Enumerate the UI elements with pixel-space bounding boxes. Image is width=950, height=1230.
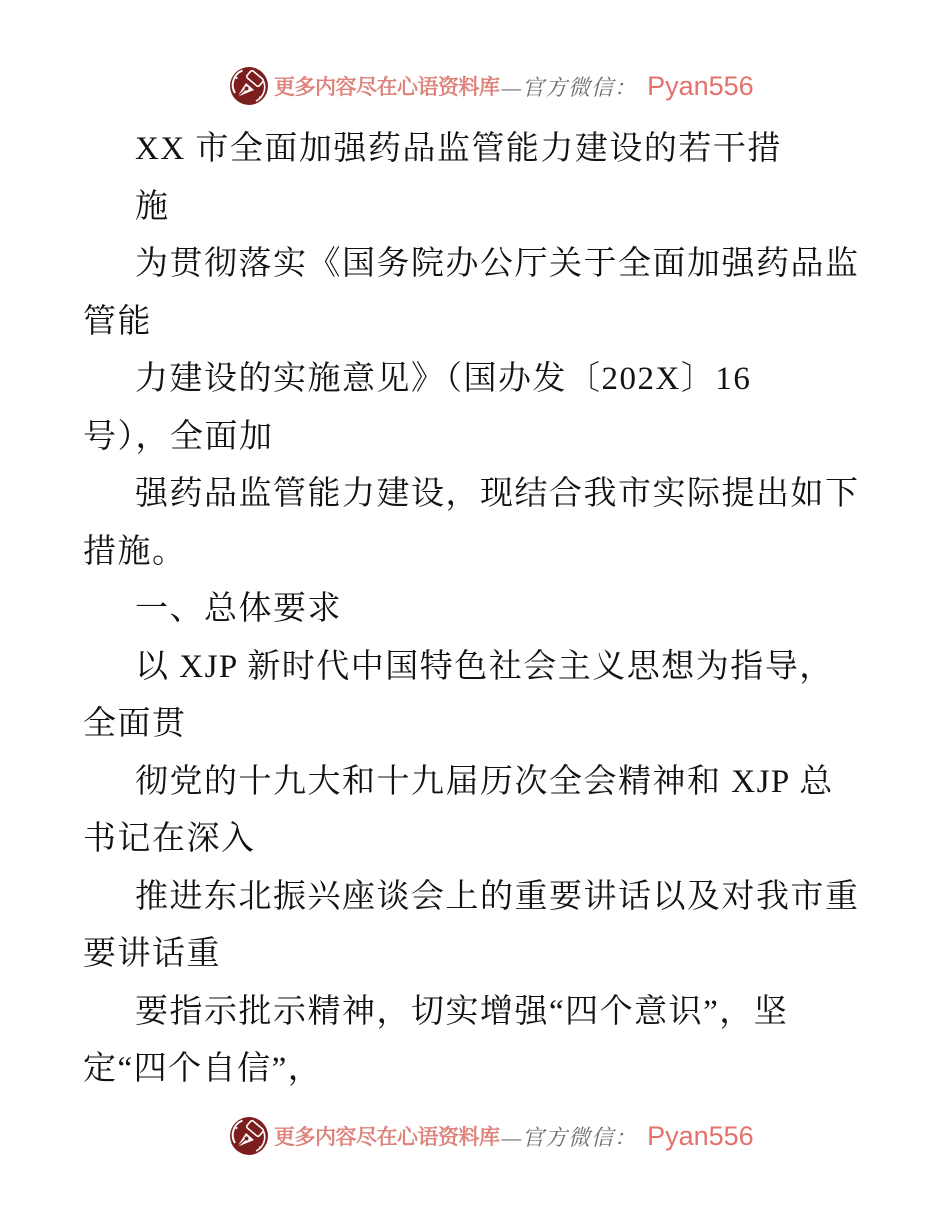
document-text-line: 施 — [135, 188, 170, 225]
document-text-line: 管能 — [83, 303, 152, 340]
document-text-line: 以 XJP 新时代中国特色社会主义思想为指导， — [135, 648, 834, 685]
watermark-footer — [229, 1116, 754, 1156]
pen-in-circle-icon — [229, 66, 269, 106]
document-text-line: 书记在深入 — [83, 821, 256, 857]
pen-in-circle-icon — [229, 1116, 269, 1156]
document-text-line: 一、总体要求 — [135, 591, 342, 627]
document-body — [83, 121, 873, 1099]
watermark-wechat-account: Pyan556 — [647, 70, 754, 101]
document-text-line: XX 市全面加强药品监管能力建设的若干措 — [135, 131, 782, 167]
document-text-line: 号），全面加 — [83, 418, 274, 455]
document-text-line: 要指示批示精神，切实增强“四个意识”，坚 — [135, 993, 789, 1030]
watermark-wechat-account: Pyan556 — [647, 1120, 754, 1151]
document-text-line: 强药品监管能力建设，现结合我市实际提出如下 — [135, 476, 860, 512]
document-text-line: 力建设的实施意见》（国办发〔202X〕16 — [135, 361, 752, 397]
watermark-brand-text: 更多内容尽在心语资料库 — [274, 1125, 500, 1149]
document-text-line: 定“四个自信”， — [83, 1051, 323, 1087]
document-text-line: 彻党的十九大和十九届历次全会精神和 XJP 总 — [135, 763, 834, 800]
document-text-line: 措施。 — [83, 533, 187, 570]
watermark-wechat-label: —官方微信： — [501, 1124, 638, 1150]
document-text-line: 全面贯 — [83, 706, 187, 742]
watermark-wechat-label: —官方微信： — [501, 74, 638, 100]
document-text-line: 要讲话重 — [83, 936, 221, 972]
document-text-line: 推进东北振兴座谈会上的重要讲话以及对我市重 — [135, 878, 860, 915]
document-text-line: 为贯彻落实《国务院办公厅关于全面加强药品监 — [135, 246, 860, 282]
watermark-header — [229, 66, 754, 106]
watermark-brand-text: 更多内容尽在心语资料库 — [274, 75, 500, 99]
